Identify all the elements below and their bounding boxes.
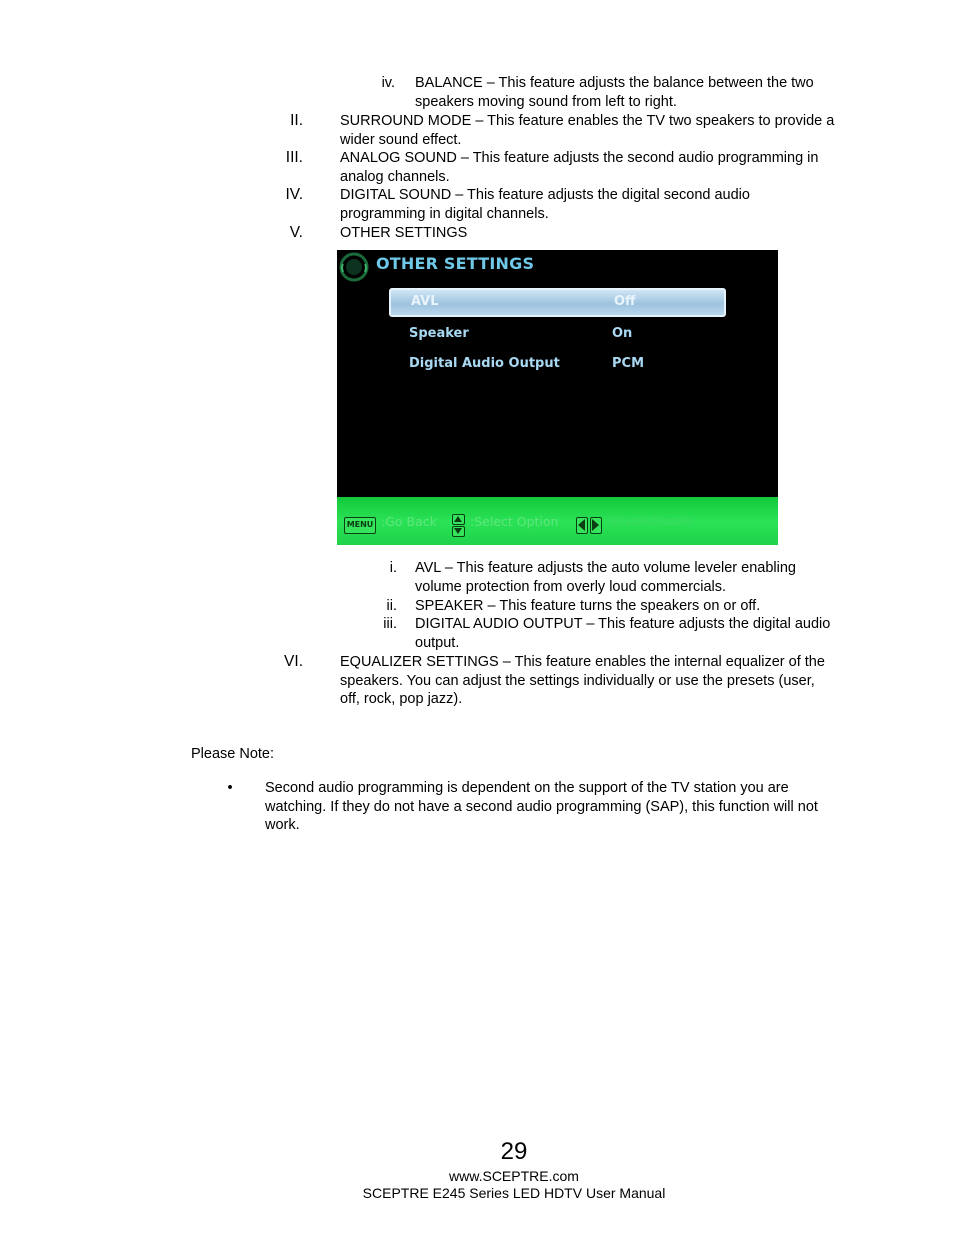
osd-row-label: Digital Audio Output (409, 356, 560, 371)
speaker-logo-icon (339, 252, 369, 282)
enable-disable-hint: :Enable/Disable (607, 514, 693, 528)
list-item-balance (0, 74, 954, 112)
list-item-other-settings (0, 224, 954, 244)
osd-row-label: AVL (411, 294, 439, 309)
osd-title: OTHER SETTINGS (376, 254, 535, 273)
page-number: 29 (500, 1138, 528, 1165)
osd-row-speaker (389, 320, 726, 349)
list-item-avl (0, 559, 954, 597)
list-item-digital-sound (0, 186, 954, 224)
up-arrow-icon (452, 514, 465, 525)
list-item-equalizer-settings (0, 653, 954, 711)
list-item-analog-sound (0, 149, 954, 187)
note-heading: Please Note: (191, 746, 275, 762)
go-back-hint: :Go Back (381, 513, 437, 529)
osd-row-value: PCM (612, 356, 645, 371)
footer-website: www.SCEPTRE.com (449, 1168, 579, 1184)
osd-row-digital-audio-output (389, 350, 726, 379)
osd-row-value: Off (614, 294, 636, 309)
list-item-speaker (0, 597, 954, 617)
other-settings-screenshot (337, 250, 778, 545)
list-text: ANALOG SOUND – This feature adjusts the second audio programming in analog channels. (340, 150, 819, 185)
list-text: SPEAKER – This feature turns the speakers on or off. (415, 598, 761, 614)
left-arrow-icon (576, 517, 588, 534)
list-number: IV. (285, 186, 303, 203)
right-arrow-icon (590, 517, 602, 534)
osd-row-value: On (612, 326, 633, 341)
list-text: SURROUND MODE – This feature enables the TV two speakers to provide a wider sound effect. (340, 113, 835, 148)
list-text: DIGITAL AUDIO OUTPUT – This feature adjusts the digital audio output. (415, 616, 831, 651)
list-number: ii. (386, 598, 397, 614)
osd-footer-bar (337, 497, 778, 545)
list-number: i. (389, 560, 397, 576)
list-text: OTHER SETTINGS (340, 225, 468, 241)
footer-manual-title: SCEPTRE E245 Series LED HDTV User Manual (362, 1185, 666, 1201)
list-number: II. (290, 112, 303, 129)
list-text: EQUALIZER SETTINGS – This feature enables the internal equalizer of the speakers. You can adjust the settings individually or use the presets (user, off, rock, pop jazz). (340, 654, 825, 708)
list-item-digital-audio-output (0, 615, 954, 653)
bullet-text: Second audio programming is dependent on the support of the TV station you are watching. If they do not have a second audio programming (SAP), this function will not work. (265, 780, 818, 834)
list-text: AVL – This feature adjusts the auto volume leveler enabling volume protection from overly loud commercials. (415, 560, 796, 595)
list-text: DIGITAL SOUND – This feature adjusts the digital second audio programming in digital channels. (340, 187, 750, 222)
list-text: BALANCE – This feature adjusts the balance between the two speakers moving sound from left to right. (415, 75, 814, 110)
list-number: VI. (284, 653, 303, 670)
list-number: iii. (383, 616, 397, 632)
down-arrow-icon (452, 526, 465, 537)
list-item-surround-mode (0, 112, 954, 150)
list-number: iv. (381, 75, 395, 91)
osd-row-label: Speaker (409, 326, 469, 341)
menu-key-icon: MENU (344, 517, 376, 534)
list-number: V. (289, 224, 303, 241)
list-number: III. (285, 149, 303, 166)
select-option-hint: :Select Option (470, 513, 559, 529)
bullet-icon: • (227, 780, 233, 796)
osd-row-avl (389, 288, 726, 317)
note-bullet-item (0, 779, 954, 837)
